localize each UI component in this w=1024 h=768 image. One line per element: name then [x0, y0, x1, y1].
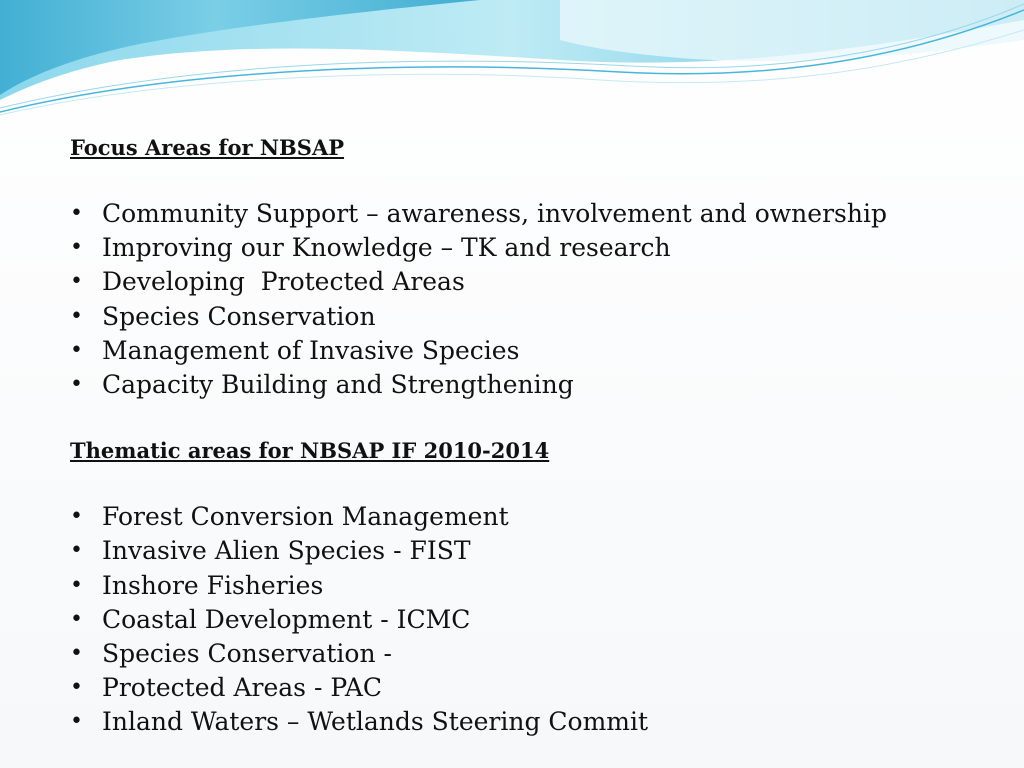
- bullet-icon: •: [70, 201, 83, 226]
- bullet-icon: •: [70, 235, 83, 261]
- list-item: • Protected Areas - PAC: [70, 671, 1000, 705]
- list-item: • Developing Protected Areas: [70, 265, 1000, 299]
- bullet-icon: •: [70, 709, 83, 735]
- slide-content: [70, 133, 1000, 740]
- bullet-icon: •: [70, 675, 83, 701]
- bullet-icon: •: [70, 538, 83, 564]
- list-item: • Inland Waters – Wetlands Steering Commit: [70, 705, 1000, 739]
- list-item: • Coastal Development - ICMC: [70, 603, 1000, 637]
- list-item: • Invasive Alien Species - FIST: [70, 534, 1000, 568]
- bullet-icon: •: [70, 269, 83, 295]
- thematic-areas-heading: Thematic areas for NBSAP IF 2010-2014: [70, 438, 550, 464]
- list-item: • Community Support – awareness, involvement and ownership: [70, 197, 1000, 231]
- bullet-icon: •: [70, 303, 83, 329]
- focus-areas-list: [70, 197, 1000, 402]
- list-item: • Improving our Knowledge – TK and research: [70, 231, 1000, 265]
- bullet-icon: •: [70, 337, 83, 363]
- list-item: • Capacity Building and Strengthening: [70, 368, 1000, 402]
- list-item: • Management of Invasive Species: [70, 334, 1000, 368]
- decorative-wave-header: [0, 0, 1024, 130]
- bullet-icon: •: [70, 572, 83, 598]
- list-item: • Forest Conversion Management: [70, 500, 1000, 534]
- focus-areas-heading: Focus Areas for NBSAP: [70, 135, 345, 160]
- thematic-areas-list: [70, 500, 1000, 739]
- list-item: • Species Conservation -: [70, 637, 1000, 671]
- bullet-icon: •: [70, 641, 83, 667]
- bullet-icon: •: [70, 606, 83, 632]
- list-item: • Species Conservation: [70, 300, 1000, 334]
- bullet-icon: •: [70, 504, 83, 530]
- list-item: • Inshore Fisheries: [70, 569, 1000, 603]
- bullet-icon: •: [70, 372, 83, 398]
